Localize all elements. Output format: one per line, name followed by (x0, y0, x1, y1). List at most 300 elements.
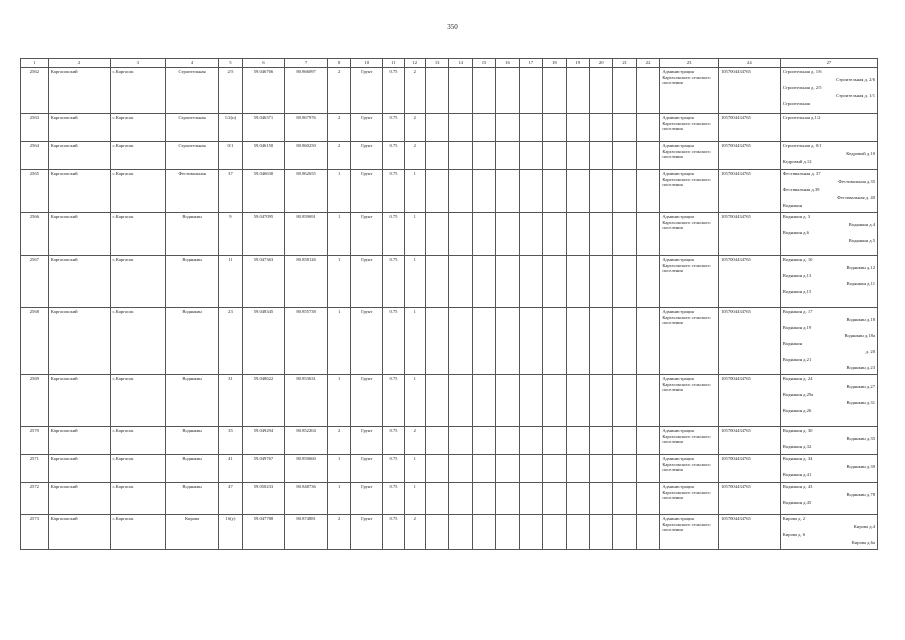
cell-owner: Администрация Каргасокского сельского поселения (660, 427, 719, 455)
cell-owner: Администрация Каргасокского сельского поселения (660, 68, 719, 114)
cell-empty (566, 515, 589, 550)
address-line: Водянкин д.13 (782, 273, 812, 278)
cell-addresses (780, 142, 877, 170)
cell-c8: 1 (327, 455, 350, 483)
cell-empty (472, 68, 495, 114)
cell-empty (449, 170, 472, 213)
address-line: Водянкин д.32 (782, 444, 812, 449)
cell-empty (543, 308, 566, 375)
cell-owner: Администрация Каргасокского сельского поселения (660, 375, 719, 427)
cell-empty (425, 515, 448, 550)
cell-c11: 0.75 (383, 483, 404, 515)
cell-empty (636, 455, 659, 483)
cell-lat: 59.046630 (242, 170, 285, 213)
cell-c11: 0.75 (383, 256, 404, 308)
cell-empty (636, 142, 659, 170)
column-header: 20 (590, 59, 613, 68)
cell-c8: 1 (327, 308, 350, 375)
cell-c12: 1 (404, 308, 425, 375)
cell-owner: Администрация Каргасокского сельского поселения (660, 308, 719, 375)
cell-c12: 1 (404, 213, 425, 256)
cell-c11: 0.75 (383, 427, 404, 455)
address-line: Водянкин д. 43 (782, 484, 813, 489)
cell-empty (449, 68, 472, 114)
cell-n: 2563 (21, 114, 49, 142)
address-line: Водянкин д.15 (782, 289, 812, 294)
cell-empty (496, 256, 519, 308)
address-line: Водянкин д.23 (846, 365, 875, 370)
cell-addresses (780, 483, 877, 515)
cell-district: Каргасокский (48, 427, 110, 455)
cell-lon: 80.850660 (285, 455, 328, 483)
cell-addresses (780, 308, 877, 375)
cell-empty (425, 308, 448, 375)
address-line: Водянкин (782, 203, 803, 208)
address-line: Водянкин д.11 (846, 281, 875, 286)
cell-empty (590, 68, 613, 114)
cell-c11: 0.75 (383, 114, 404, 142)
cell-n: 2564 (21, 142, 49, 170)
address-line: Кирова д.6а (851, 540, 875, 545)
cell-c12: 1 (404, 375, 425, 427)
address-line: Водянкин д.78 (846, 492, 875, 497)
address-line: Водянкин д. 30 (782, 428, 813, 433)
table-row (21, 308, 878, 375)
address-line: Водянкин д.19 (782, 325, 812, 330)
address-line: Водянкин д. 34 (782, 456, 813, 461)
cell-empty (590, 142, 613, 170)
cell-ogrn: 1057004434765 (718, 256, 780, 308)
cell-ogrn: 1057004434765 (718, 114, 780, 142)
cell-addresses (780, 256, 877, 308)
table-row (21, 455, 878, 483)
cell-empty (449, 515, 472, 550)
cell-district: Каргасокский (48, 68, 110, 114)
cell-owner: Администрация Каргасокского сельского поселения (660, 455, 719, 483)
address-line: Фестивальная д.35 (838, 179, 875, 184)
column-header: 6 (242, 59, 285, 68)
cell-addresses (780, 170, 877, 213)
column-header: 12 (404, 59, 425, 68)
address-line: Строительная д. 0/1 (782, 143, 822, 148)
cell-n: 2572 (21, 483, 49, 515)
cell-empty (636, 170, 659, 213)
cell-lat: 59.047363 (242, 256, 285, 308)
cell-surface: Грунт (351, 114, 383, 142)
table-row (21, 483, 878, 515)
cell-street: Водянкин (165, 455, 218, 483)
cell-c8: 2 (327, 515, 350, 550)
cell-surface: Грунт (351, 170, 383, 213)
address-line: Строительная д.1/2 (782, 115, 821, 120)
cell-n: 2565 (21, 170, 49, 213)
cell-empty (425, 375, 448, 427)
cell-empty (519, 256, 542, 308)
cell-district: Каргасокский (48, 455, 110, 483)
cell-empty (543, 256, 566, 308)
cell-empty (613, 170, 636, 213)
cell-house: 1б(у) (219, 515, 242, 550)
cell-ogrn: 1057004434765 (718, 142, 780, 170)
cell-street: Фестивальная (165, 170, 218, 213)
cell-empty (472, 170, 495, 213)
cell-empty (472, 213, 495, 256)
cell-empty (425, 213, 448, 256)
column-header: 11 (383, 59, 404, 68)
cell-street: Водянкин (165, 375, 218, 427)
cell-owner: Администрация Каргасокского сельского поселения (660, 483, 719, 515)
cell-empty (425, 256, 448, 308)
cell-addresses (780, 114, 877, 142)
cell-empty (613, 142, 636, 170)
cell-c11: 0.75 (383, 68, 404, 114)
cell-street: Водянкин (165, 256, 218, 308)
cell-n: 2571 (21, 455, 49, 483)
cell-lon: 80.860250 (285, 142, 328, 170)
cell-empty (566, 308, 589, 375)
cell-n: 2573 (21, 515, 49, 550)
cell-owner: Администрация Каргасокского сельского поселения (660, 142, 719, 170)
cell-lat: 59.049294 (242, 427, 285, 455)
address-line: Водянкин д.31 (846, 400, 875, 405)
cell-district: Каргасокский (48, 375, 110, 427)
cell-lat: 59.048622 (242, 375, 285, 427)
cell-district: Каргасокский (48, 213, 110, 256)
cell-empty (543, 170, 566, 213)
address-line: Водянкин д. 3 (782, 214, 811, 219)
cell-lat: 59.047788 (242, 515, 285, 550)
cell-empty (449, 375, 472, 427)
cell-house: 35 (219, 427, 242, 455)
cell-settlement: с.Каргасок (110, 170, 165, 213)
cell-empty (449, 256, 472, 308)
cell-ogrn: 1057004434765 (718, 308, 780, 375)
cell-ogrn: 1057004434765 (718, 68, 780, 114)
address-line: Строительная (782, 101, 810, 106)
cell-empty (519, 142, 542, 170)
table-row (21, 68, 878, 114)
cell-ogrn: 1057004434765 (718, 455, 780, 483)
cell-empty (472, 483, 495, 515)
cell-empty (519, 170, 542, 213)
cell-empty (425, 427, 448, 455)
address-line: Водянкин д.26 (782, 408, 812, 413)
cell-settlement: с.Каргасок (110, 483, 165, 515)
cell-empty (636, 427, 659, 455)
cell-lat: 59.049767 (242, 455, 285, 483)
cell-empty (449, 427, 472, 455)
address-line: Водянкин д.39 (846, 464, 875, 469)
cell-street: Кирова (165, 515, 218, 550)
cell-c8: 2 (327, 427, 350, 455)
cell-house: 2/5 (219, 68, 242, 114)
cell-empty (472, 308, 495, 375)
cell-empty (519, 375, 542, 427)
cell-empty (590, 114, 613, 142)
column-header: 23 (660, 59, 719, 68)
cell-house: 47 (219, 483, 242, 515)
cell-c8: 2 (327, 142, 350, 170)
page-number: 350 (447, 23, 458, 31)
cell-settlement: с.Каргасок (110, 455, 165, 483)
cell-addresses (780, 375, 877, 427)
cell-empty (543, 515, 566, 550)
cell-empty (636, 308, 659, 375)
cell-empty (613, 483, 636, 515)
cell-street: Водянкин (165, 213, 218, 256)
cell-empty (496, 375, 519, 427)
cell-lon: 80.859691 (285, 213, 328, 256)
cell-empty (519, 455, 542, 483)
cell-lat: 59.047095 (242, 213, 285, 256)
column-header: 7 (285, 59, 328, 68)
address-line: Строительная д. 2/6 (836, 77, 875, 82)
cell-empty (636, 515, 659, 550)
cell-empty (449, 114, 472, 142)
cell-n: 2569 (21, 375, 49, 427)
cell-c11: 0.75 (383, 308, 404, 375)
cell-ogrn: 1057004434765 (718, 427, 780, 455)
column-header: 1 (21, 59, 49, 68)
cell-n: 2570 (21, 427, 49, 455)
column-header: 15 (472, 59, 495, 68)
cell-settlement: с.Каргасок (110, 142, 165, 170)
cell-n: 2562 (21, 68, 49, 114)
cell-ogrn: 1057004434765 (718, 213, 780, 256)
cell-empty (590, 455, 613, 483)
cell-empty (496, 213, 519, 256)
column-header: 18 (543, 59, 566, 68)
address-line: Кедровый д.12 (782, 159, 812, 164)
cell-surface: Грунт (351, 308, 383, 375)
cell-empty (613, 256, 636, 308)
cell-ogrn: 1057004434765 (718, 375, 780, 427)
cell-empty (613, 375, 636, 427)
cell-empty (472, 455, 495, 483)
cell-empty (613, 308, 636, 375)
cell-c11: 0.75 (383, 515, 404, 550)
cell-house: 11 (219, 256, 242, 308)
cell-lat: 59.050233 (242, 483, 285, 515)
cell-owner: Администрация Каргасокского сельского поселения (660, 213, 719, 256)
cell-empty (566, 114, 589, 142)
cell-surface: Грунт (351, 213, 383, 256)
address-line: Водянкин д. 17 (782, 309, 813, 314)
cell-c12: 2 (404, 142, 425, 170)
cell-lon: 80.867976 (285, 114, 328, 142)
cell-c11: 0.75 (383, 375, 404, 427)
cell-empty (590, 375, 613, 427)
cell-empty (472, 375, 495, 427)
cell-street: Строительная (165, 114, 218, 142)
cell-empty (636, 114, 659, 142)
cell-addresses (780, 455, 877, 483)
cell-c11: 0.75 (383, 170, 404, 213)
cell-empty (566, 142, 589, 170)
cell-empty (496, 308, 519, 375)
cell-empty (425, 170, 448, 213)
address-line: Водянкин д.6 (782, 230, 809, 235)
cell-settlement: с.Каргасок (110, 256, 165, 308)
cell-empty (472, 427, 495, 455)
cell-lon: 80.848736 (285, 483, 328, 515)
cell-owner: Администрация Каргасокского сельского поселения (660, 170, 719, 213)
cell-lat: 59.048345 (242, 308, 285, 375)
cell-empty (496, 455, 519, 483)
cell-c12: 1 (404, 170, 425, 213)
column-header: 10 (351, 59, 383, 68)
cell-empty (543, 375, 566, 427)
address-line: Кирова д. 2 (782, 516, 806, 521)
cell-lon: 80.855738 (285, 308, 328, 375)
cell-empty (613, 427, 636, 455)
cell-empty (472, 515, 495, 550)
cell-empty (590, 515, 613, 550)
cell-c8: 2 (327, 68, 350, 114)
cell-addresses (780, 515, 877, 550)
cell-c12: 1 (404, 256, 425, 308)
cell-empty (496, 170, 519, 213)
column-header: 16 (496, 59, 519, 68)
cell-ogrn: 1057004434765 (718, 483, 780, 515)
table-row (21, 256, 878, 308)
cell-ogrn: 1057004434765 (718, 170, 780, 213)
cell-lat: 59.046150 (242, 142, 285, 170)
cell-empty (425, 142, 448, 170)
cell-owner: Администрация Каргасокского сельского поселения (660, 515, 719, 550)
column-header: 2 (48, 59, 110, 68)
cell-lon: 80.874881 (285, 515, 328, 550)
cell-street: Водянкин (165, 308, 218, 375)
cell-settlement: с.Каргасок (110, 68, 165, 114)
address-line: Водянкин д.41 (782, 472, 812, 477)
address-line: Водянкин д.5 (848, 238, 875, 243)
cell-c8: 1 (327, 213, 350, 256)
column-header: 5 (219, 59, 242, 68)
cell-district: Каргасокский (48, 142, 110, 170)
address-line: Водянкин д.12 (846, 265, 875, 270)
cell-empty (449, 213, 472, 256)
cell-ogrn: 1057004434765 (718, 515, 780, 550)
address-line: Фестивальная д.39 (782, 187, 820, 192)
cell-surface: Грунт (351, 142, 383, 170)
cell-empty (590, 427, 613, 455)
cell-empty (613, 114, 636, 142)
cell-surface: Грунт (351, 455, 383, 483)
cell-empty (636, 68, 659, 114)
column-header: 8 (327, 59, 350, 68)
cell-settlement: с.Каргасок (110, 308, 165, 375)
cell-c8: 1 (327, 483, 350, 515)
address-line: Строительная д. 1/1 (836, 93, 875, 98)
cell-surface: Грунт (351, 427, 383, 455)
cell-empty (449, 455, 472, 483)
cell-empty (519, 68, 542, 114)
cell-empty (566, 256, 589, 308)
cell-empty (543, 68, 566, 114)
table-row (21, 114, 878, 142)
address-line: Водянкин д.45 (782, 500, 812, 505)
cell-empty (425, 68, 448, 114)
cell-empty (636, 483, 659, 515)
cell-settlement: с.Каргасок (110, 427, 165, 455)
cell-n: 2568 (21, 308, 49, 375)
column-header: 24 (718, 59, 780, 68)
column-header: 27 (780, 59, 877, 68)
cell-lon: 80.852204 (285, 427, 328, 455)
cell-addresses (780, 213, 877, 256)
cell-empty (590, 308, 613, 375)
cell-district: Каргасокский (48, 170, 110, 213)
cell-n: 2567 (21, 256, 49, 308)
cell-empty (496, 142, 519, 170)
cell-c8: 1 (327, 256, 350, 308)
cell-c12: 2 (404, 114, 425, 142)
cell-empty (543, 142, 566, 170)
cell-lon: 80.862655 (285, 170, 328, 213)
cell-c8: 2 (327, 114, 350, 142)
cell-empty (519, 483, 542, 515)
cell-empty (425, 114, 448, 142)
cell-empty (496, 68, 519, 114)
table-row (21, 427, 878, 455)
cell-house: 0/1 (219, 142, 242, 170)
cell-empty (496, 483, 519, 515)
cell-empty (519, 427, 542, 455)
cell-n: 2566 (21, 213, 49, 256)
cell-house: 23 (219, 308, 242, 375)
address-line: Фестивальная д. 37 (782, 171, 821, 176)
cell-district: Каргасокский (48, 483, 110, 515)
cell-c8: 1 (327, 375, 350, 427)
cell-addresses (780, 427, 877, 455)
cell-empty (496, 427, 519, 455)
cell-empty (472, 256, 495, 308)
cell-empty (519, 114, 542, 142)
cell-empty (543, 455, 566, 483)
cell-lon: 80.853631 (285, 375, 328, 427)
address-line: Водянкин д. 10 (782, 257, 813, 262)
cell-house: 9 (219, 213, 242, 256)
address-line: Водянкин д.18а (844, 333, 875, 338)
cell-house: 41 (219, 455, 242, 483)
address-line: Кирова д. 6 (782, 532, 806, 537)
cell-empty (566, 170, 589, 213)
cell-lat: 59.046371 (242, 114, 285, 142)
cell-c12: 2 (404, 515, 425, 550)
cell-empty (590, 213, 613, 256)
cell-empty (566, 483, 589, 515)
cell-empty (543, 483, 566, 515)
cell-empty (449, 142, 472, 170)
cell-c12: 1 (404, 483, 425, 515)
address-line: Водянкин д.18 (846, 317, 875, 322)
table-row (21, 142, 878, 170)
cell-empty (566, 68, 589, 114)
table-row (21, 375, 878, 427)
cell-addresses (780, 68, 877, 114)
column-header: 22 (636, 59, 659, 68)
table-body (21, 68, 878, 550)
cell-c8: 1 (327, 170, 350, 213)
cell-lon: 80.858126 (285, 256, 328, 308)
address-line: Водянкин д.35 (846, 436, 875, 441)
cell-empty (543, 114, 566, 142)
cell-owner: Администрация Каргасокского сельского поселения (660, 114, 719, 142)
cell-empty (636, 375, 659, 427)
cell-district: Каргасокский (48, 308, 110, 375)
cell-settlement: с.Каргасок (110, 114, 165, 142)
